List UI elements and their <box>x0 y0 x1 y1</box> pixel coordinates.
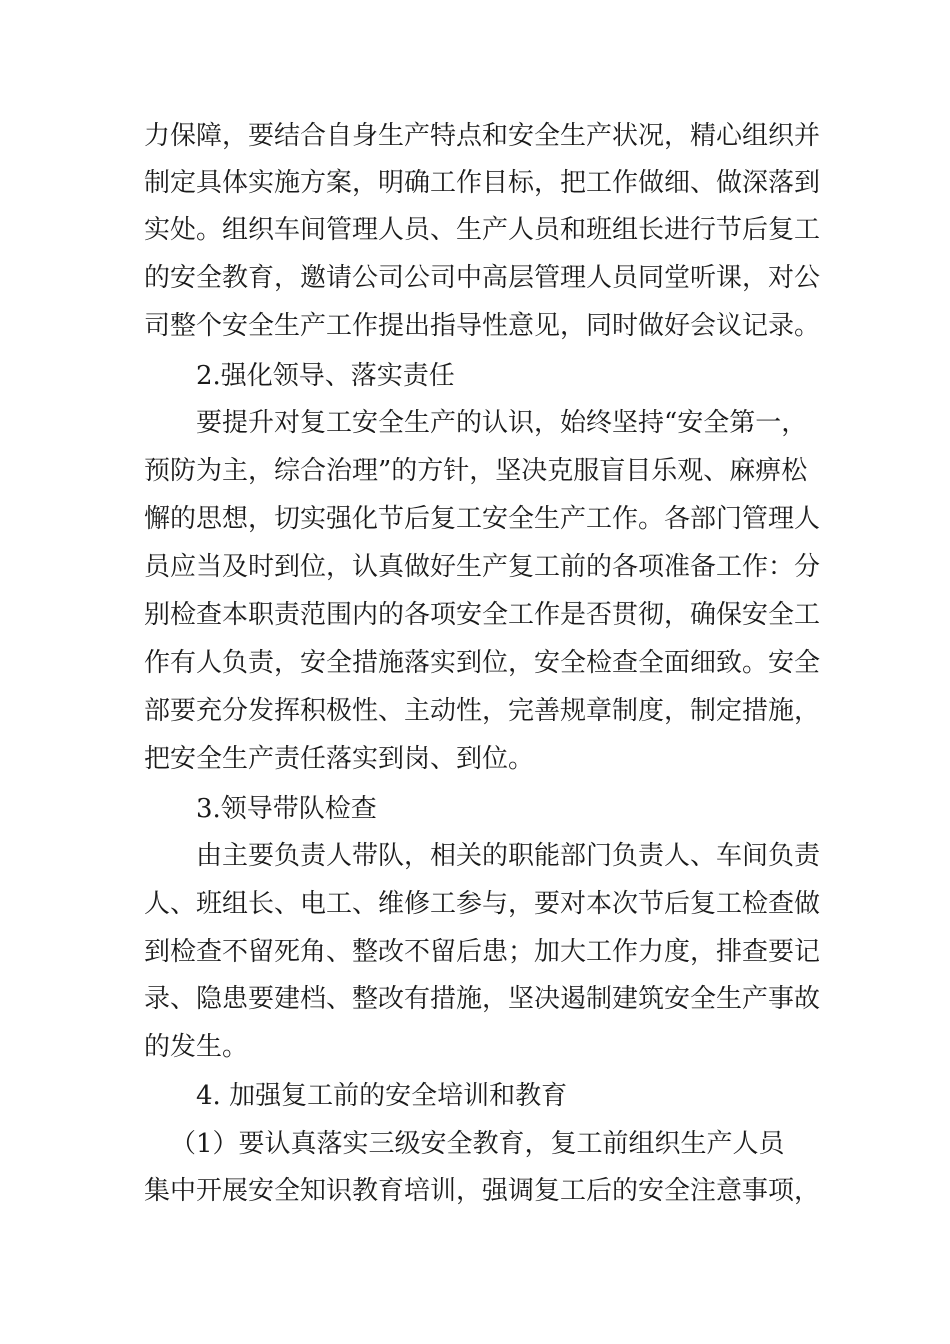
paragraph-line: 的安全教育，邀请公司公司中高层管理人员同堂听课，对公 <box>144 263 821 293</box>
paragraph-line: 录、隐患要建档、整改有措施，坚决遏制建筑安全生产事故 <box>144 984 821 1014</box>
paragraph-line: （1）要认真落实三级安全教育，复工前组织生产人员 <box>170 1129 785 1159</box>
section-heading: 3.领导带队检查 <box>196 794 377 824</box>
paragraph-line: 实处。组织车间管理人员、生产人员和班组长进行节后复工 <box>144 215 821 245</box>
section-heading: 2.强化领导、落实责任 <box>196 361 455 391</box>
paragraph-line: 司整个安全生产工作提出指导性意见，同时做好会议记录。 <box>144 311 821 341</box>
paragraph-line: 别检查本职责范围内的各项安全工作是否贯彻，确保安全工 <box>144 600 821 630</box>
paragraph-line: 制定具体实施方案，明确工作目标，把工作做细、做深落到 <box>144 168 821 198</box>
paragraph-line: 人、班组长、电工、维修工参与，要对本次节后复工检查做 <box>144 889 821 919</box>
paragraph-line: 预防为主，综合治理”的方针，坚决克服盲目乐观、麻痹松 <box>144 456 808 486</box>
paragraph-line: 由主要负责人带队，相关的职能部门负责人、车间负责 <box>196 841 821 871</box>
paragraph-line: 员应当及时到位，认真做好生产复工前的各项准备工作：分 <box>144 552 821 582</box>
paragraph-line: 要提升对复工安全生产的认识，始终坚持“安全第一， <box>196 408 808 438</box>
paragraph-line: 把安全生产责任落实到岗、到位。 <box>144 744 535 774</box>
paragraph-line: 的发生。 <box>144 1032 249 1062</box>
paragraph-line: 到检查不留死角、整改不留后患；加大工作力度，排查要记 <box>144 937 821 967</box>
paragraph-line: 集中开展安全知识教育培训，强调复工后的安全注意事项， <box>144 1176 821 1206</box>
paragraph-line: 懈的思想，切实强化节后复工安全生产工作。各部门管理人 <box>144 504 821 534</box>
paragraph-line: 力保障，要结合自身生产特点和安全生产状况，精心组织并 <box>144 121 821 151</box>
section-heading: 4. 加强复工前的安全培训和教育 <box>196 1081 568 1111</box>
paragraph-line: 作有人负责，安全措施落实到位，安全检查全面细致。安全 <box>144 648 821 678</box>
paragraph-line: 部要充分发挥积极性、主动性，完善规章制度，制定措施， <box>144 696 821 726</box>
